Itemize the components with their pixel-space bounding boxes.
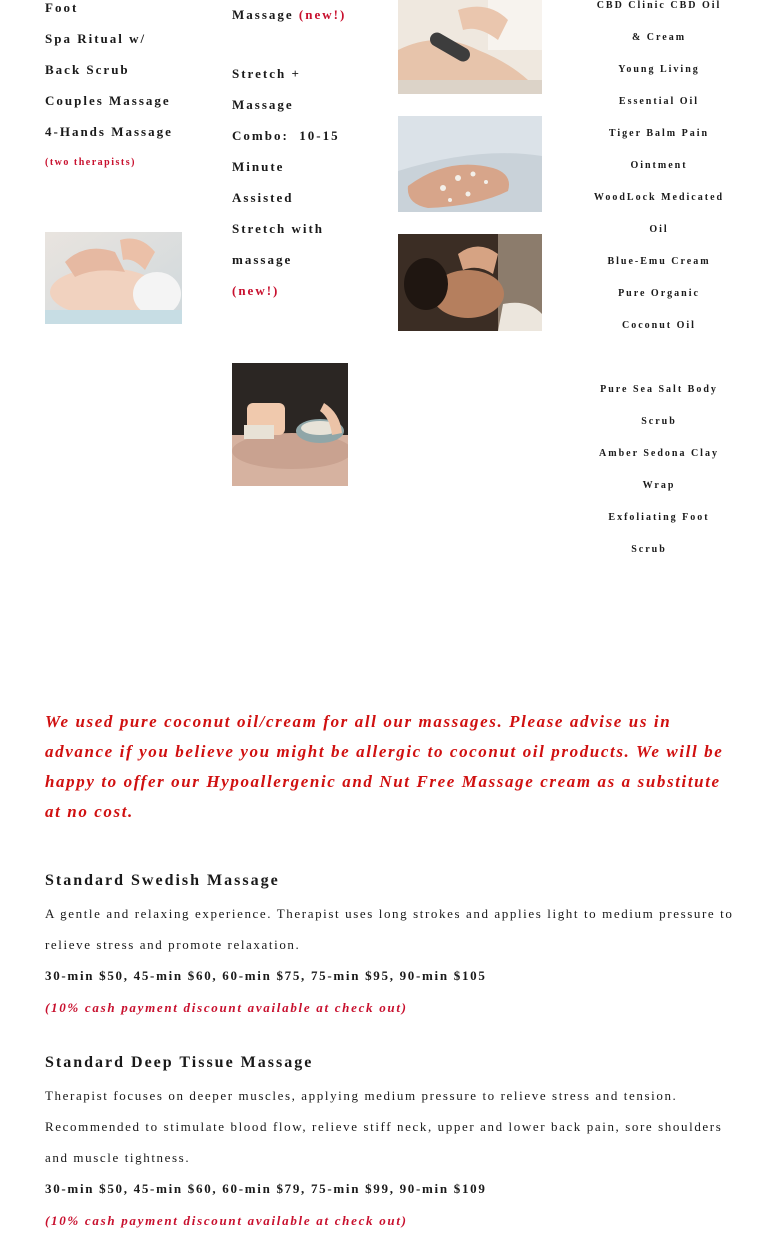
product-line: Exfoliating Foot [608, 512, 710, 523]
services-column-2 [232, 0, 362, 306]
stretch-line: Assisted [232, 190, 294, 205]
section-description: A gentle and relaxing experience. Therapist uses long strokes and applies light to medium pressure to relieve stress and promote relaxation. [45, 906, 734, 952]
section-description: Therapist focuses on deeper muscles, applying medium pressure to relieve stress and tension. Recommended to stimulate blood flow, relieve stiff neck, upper and lower back pain, sore shoulders and muscle tightness. [45, 1088, 723, 1165]
foot-scrub-photo [398, 116, 542, 212]
stretch-line: Minute [232, 159, 285, 174]
product-line: Ointment [630, 160, 688, 171]
stretch-line: Combo: 10-15 [232, 128, 340, 143]
product-line: CBD Clinic CBD Oil [596, 0, 722, 11]
product-line: Amber Sedona Clay [599, 448, 719, 459]
product-line: Young Living [618, 64, 700, 75]
section-title: Standard Swedish Massage [45, 872, 280, 889]
stretch-line: Stretch + [232, 66, 301, 81]
product-line: Blue-Emu Cream [607, 256, 711, 267]
service-spa-ritual: Spa Ritual w/ [45, 31, 147, 46]
product-line: Wrap [642, 480, 676, 491]
cash-discount-note: (10% cash payment discount available at check out) [45, 1213, 408, 1228]
stretch-line: massage [232, 252, 293, 267]
service-couples-massage: Couples Massage [45, 93, 171, 108]
new-tag: (new!) [232, 283, 280, 298]
product-line: Essential Oil [618, 96, 700, 107]
product-line: Pure Organic [618, 288, 700, 299]
product-line: Scrub [631, 544, 667, 555]
price-list: 30-min $50, 45-min $60, 60-min $75, 75-min $95, 90-min $105 [45, 968, 487, 983]
service-massage: Massage [232, 7, 294, 22]
stretch-line: Stretch with [232, 221, 325, 236]
service-foot: Foot [45, 0, 79, 15]
products-list [590, 0, 728, 566]
deep-tissue-massage-section [45, 1054, 735, 1229]
new-tag: (new!) [298, 7, 347, 22]
cash-discount-note: (10% cash payment discount available at check out) [45, 1000, 408, 1015]
product-line: & Cream [631, 32, 687, 43]
price-list: 30-min $50, 45-min $60, 60-min $79, 75-min $99, 90-min $109 [45, 1181, 487, 1196]
swedish-massage-section [45, 872, 735, 1016]
product-line: WoodLock Medicated [593, 192, 725, 203]
facial-massage-photo [398, 234, 542, 331]
foot-file-photo [398, 0, 542, 94]
clay-wrap-photo [232, 363, 348, 486]
service-four-hands-massage: 4-Hands Massage [45, 124, 173, 139]
coconut-oil-notice: We used pure coconut oil/cream for all our massages. Please advise us in advance if you believe you might be allergic to coconut oil products. We will be happy to offer our Hypoallergenic and Nut Free Massage cream as a substitute at no cost. [45, 712, 724, 821]
back-massage-photo [45, 232, 182, 324]
stretch-line: Massage [232, 97, 294, 112]
two-therapists-note: (two therapists) [45, 157, 136, 168]
product-line: Oil [649, 224, 669, 235]
product-line: Scrub [641, 416, 677, 427]
product-line: Pure Sea Salt Body [600, 384, 718, 395]
product-line: Tiger Balm Pain [608, 128, 710, 139]
service-back-scrub: Back Scrub [45, 62, 130, 77]
section-title: Standard Deep Tissue Massage [45, 1054, 314, 1071]
services-column-1 [45, 0, 195, 178]
product-line: Coconut Oil [622, 320, 696, 331]
